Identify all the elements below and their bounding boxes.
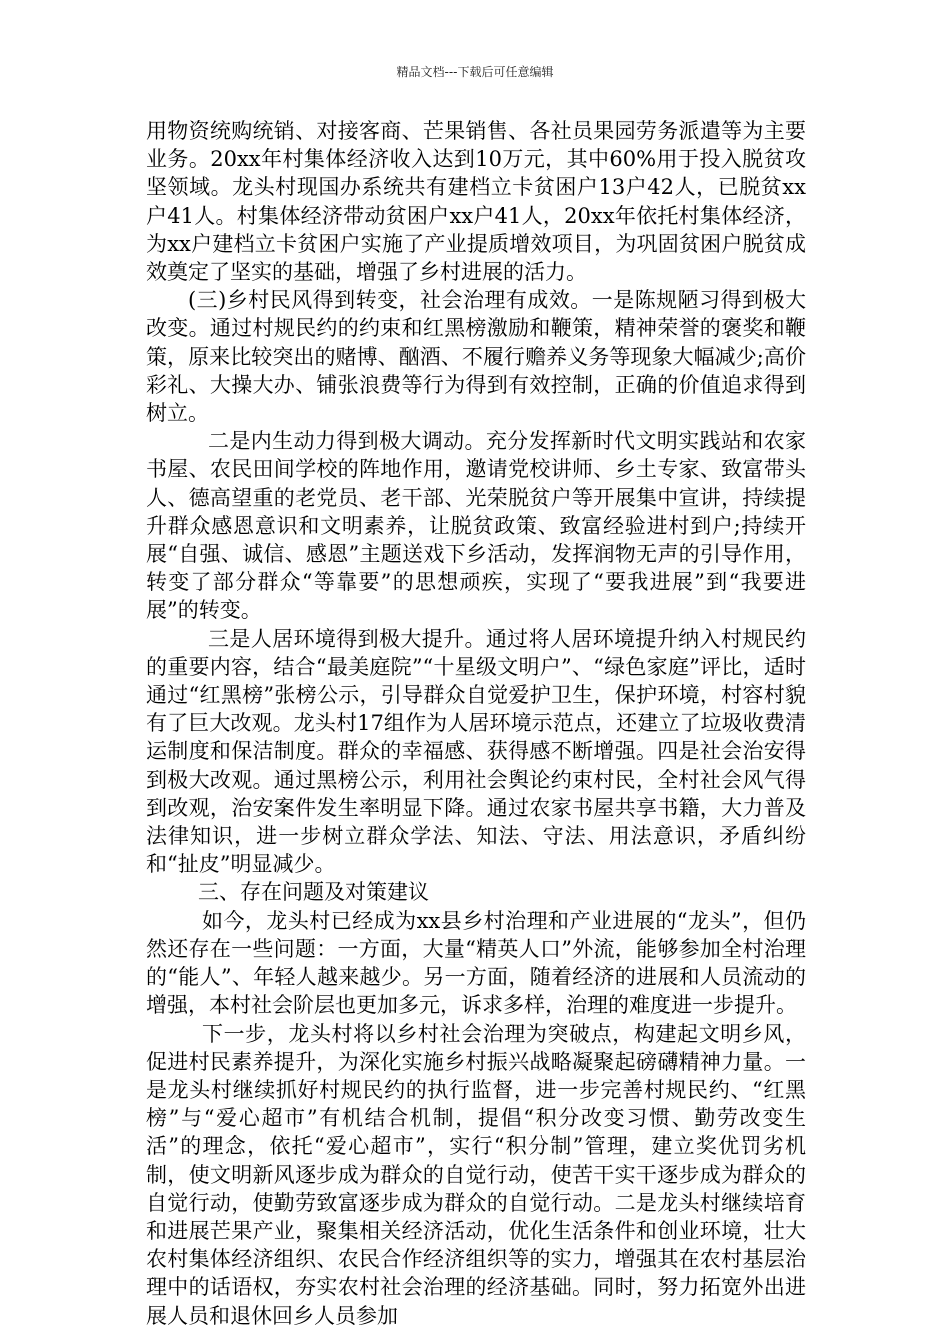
section-heading-problems: 三、存在问题及对策建议 <box>198 880 429 905</box>
paragraph-living-environment: 三是人居环境得到极大提升。通过将人居环境提升纳入村规民约的重要内容，结合“最美庭院”“十星级文明户”、“绿色家庭”评比，适时通过“红黑榜”张榜公示，引导群众自觉爱护卫生，保护环境，村容村貌有了巨大改观。龙头村17组作为人居环境示范点，还建立了垃圾收费清运制度和保洁制度。群众的幸福感、获得感不断增强。四是社会治安得到极大改观。通过黑榜公示，利用社会舆论约束村民，全村社会风气得到改观，治安案件发生率明显下降。通过农家书屋共享书籍，大力普及法律知识，进一步树立群众学法、知法、守法、用法意识，矛盾纠纷和“扯皮”明显减少。 <box>146 626 806 877</box>
paragraph-continued: 用物资统购统销、对接客商、芒果销售、各社员果园劳务派遣等为主要业务。20xx年村集体经济收入达到10万元，其中60%用于投入脱贫攻坚领域。龙头村现国办系统共有建档立卡贫困户13户42人，已脱贫xx户41人。村集体经济带动贫困户xx户41人，20xx年依托村集体经济，为xx户建档立卡贫困户实施了产业提质增效项目，为巩固贫困户脱贫成效奠定了坚实的基础，增强了乡村进展的活力。 <box>146 119 806 285</box>
paragraph-section-3-customs: (三)乡村民风得到转变，社会治理有成效。一是陈规陋习得到极大改变。通过村规民约的约束和红黑榜激励和鞭策，精神荣誉的褒奖和鞭策，原来比较突出的赌博、酗酒、不履行赡养义务等现象大幅减少;高价彩礼、大操大办、铺张浪费等行为得到有效控制，正确的价值追求得到树立。 <box>146 288 806 426</box>
paragraph-next-steps: 下一步，龙头村将以乡村社会治理为突破点，构建起文明乡风，促进村民素养提升，为深化实施乡村振兴战略凝聚起磅礴精神力量。一是龙头村继续抓好村规民约的执行监督，进一步完善村规民约、“红黑榜”与“爱心超市”有机结合机制，提倡“积分改变习惯、勤劳改变生活”的理念，依托“爱心超市”，实行“积分制”管理，建立奖优罚劣机制，使文明新风逐步成为群众的自觉行动，使苦干实干逐步成为群众的自觉行动，使勤劳致富逐步成为群众的自觉行动。二是龙头村继续培育和进展芒果产业，聚集相关经济活动，优化生活条件和创业环境，壮大农村集体经济组织、农民合作经济组织等的实力，增强其在农村基层治理中的话语权，夯实农村社会治理的经济基础。同时，努力拓宽外出进展人员和退休回乡人员参加 <box>146 1021 806 1328</box>
page-header: 精品文档---下载后可任意编辑 <box>396 65 554 79</box>
paragraph-current-problems: 如今，龙头村已经成为xx县乡村治理和产业进展的“龙头”，但仍然还存在一些问题：一方面，大量“精英人口”外流，能够参加全村治理的“能人”、年轻人越来越少。另一方面，随着经济的进展和人员流动的增强，本村社会阶层也更加多元，诉求多样，治理的难度进一步提升。 <box>146 908 806 1018</box>
paragraph-internal-motivation: 二是内生动力得到极大调动。充分发挥新时代文明实践站和农家书屋、农民田间学校的阵地作用，邀请党校讲师、乡土专家、致富带头人、德高望重的老党员、老干部、光荣脱贫户等开展集中宣讲，持续提升群众感恩意识和文明素养，让脱贫政策、致富经验进村到户;持续开展“自强、诚信、感恩”主题送戏下乡活动，发挥润物无声的引导作用，转变了部分群众“等靠要”的思想顽疾，实现了“要我进展”到“我要进展”的转变。 <box>146 429 806 623</box>
document-body <box>146 117 806 1330</box>
